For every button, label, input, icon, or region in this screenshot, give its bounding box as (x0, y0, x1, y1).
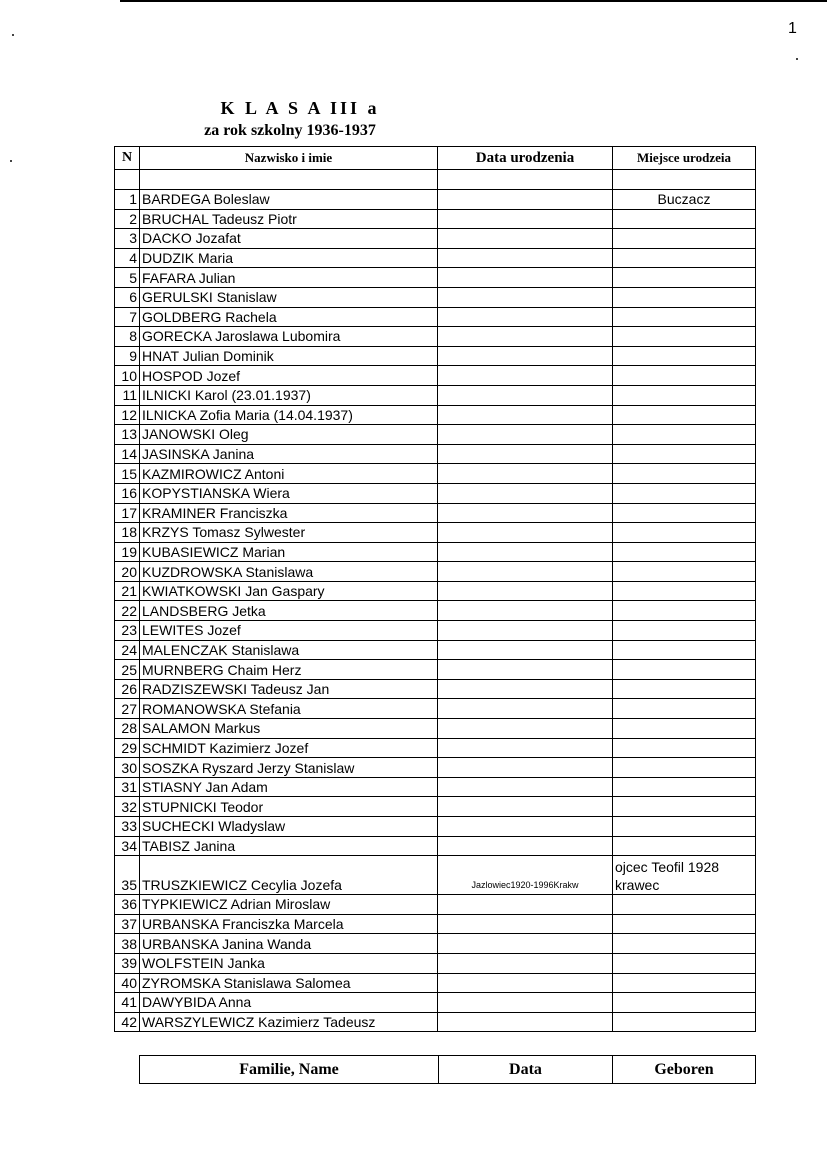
row-number: 39 (115, 953, 140, 973)
student-name: URBANSKA Franciszka Marcela (140, 914, 438, 934)
row-number: 13 (115, 425, 140, 445)
spacer-row (115, 170, 756, 190)
birth-date (438, 425, 613, 445)
birth-date (438, 229, 613, 249)
birth-date (438, 660, 613, 680)
row-number: 15 (115, 464, 140, 484)
birth-place (613, 993, 756, 1013)
row-number: 41 (115, 993, 140, 1013)
class-title: K L A S A III a (220, 98, 380, 118)
birth-date (438, 836, 613, 856)
birth-place (613, 660, 756, 680)
row-number: 32 (115, 797, 140, 817)
birth-place (613, 1012, 756, 1032)
table-row (115, 934, 756, 954)
birth-place (613, 836, 756, 856)
student-name: LEWITES Jozef (140, 621, 438, 641)
row-number: 6 (115, 287, 140, 307)
birth-place (613, 621, 756, 641)
scan-speck (12, 34, 14, 36)
birth-date (438, 346, 613, 366)
row-number: 11 (115, 385, 140, 405)
birth-date (438, 973, 613, 993)
birth-place (613, 601, 756, 621)
row-number: 16 (115, 483, 140, 503)
student-name: TABISZ Janina (140, 836, 438, 856)
birth-date (438, 523, 613, 543)
birth-date (438, 738, 613, 758)
table-row (115, 581, 756, 601)
row-number: 42 (115, 1012, 140, 1032)
birth-date (438, 464, 613, 484)
birth-date (438, 385, 613, 405)
birth-place (613, 483, 756, 503)
birth-date (438, 483, 613, 503)
birth-place (613, 777, 756, 797)
birth-place (613, 817, 756, 837)
table-row (115, 248, 756, 268)
student-name: MALENCZAK Stanislawa (140, 640, 438, 660)
student-name: ROMANOWSKA Stefania (140, 699, 438, 719)
row-number: 3 (115, 229, 140, 249)
row-number: 28 (115, 719, 140, 739)
table-row (115, 817, 756, 837)
table-row (115, 385, 756, 405)
scan-speck (796, 58, 798, 60)
student-name: KAZMIROWICZ Antoni (140, 464, 438, 484)
table-row (115, 738, 756, 758)
birth-place (613, 405, 756, 425)
table-row (115, 268, 756, 288)
table-row (115, 209, 756, 229)
birth-date (438, 817, 613, 837)
row-number: 23 (115, 621, 140, 641)
student-name: WOLFSTEIN Janka (140, 953, 438, 973)
student-name: GOLDBERG Rachela (140, 307, 438, 327)
table-row (115, 601, 756, 621)
row-number: 22 (115, 601, 140, 621)
student-name: MURNBERG Chaim Herz (140, 660, 438, 680)
birth-date (438, 248, 613, 268)
table-row (115, 993, 756, 1013)
student-name: BARDEGA Boleslaw (140, 190, 438, 210)
table-body (115, 170, 756, 1032)
birth-date (438, 190, 613, 210)
student-name: SCHMIDT Kazimierz Jozef (140, 738, 438, 758)
student-name: SUCHECKI Wladyslaw (140, 817, 438, 837)
birth-date (438, 542, 613, 562)
birth-date (438, 1012, 613, 1032)
row-number: 25 (115, 660, 140, 680)
birth-date (438, 993, 613, 1013)
birth-date (438, 914, 613, 934)
birth-date: Jazlowiec1920-1996Krakw (438, 856, 613, 895)
birth-date (438, 640, 613, 660)
student-name: KRZYS Tomasz Sylwester (140, 523, 438, 543)
student-name: ILNICKA Zofia Maria (14.04.1937) (140, 405, 438, 425)
birth-date (438, 621, 613, 641)
row-number: 38 (115, 934, 140, 954)
table-row (115, 895, 756, 915)
row-number: 27 (115, 699, 140, 719)
birth-place (613, 346, 756, 366)
student-name: FAFARA Julian (140, 268, 438, 288)
student-table (114, 146, 756, 1032)
row-number: 35 (115, 856, 140, 895)
row-number: 40 (115, 973, 140, 993)
birth-place (613, 542, 756, 562)
table-row (115, 973, 756, 993)
table-row (115, 542, 756, 562)
student-name: STUPNICKI Teodor (140, 797, 438, 817)
row-number: 8 (115, 327, 140, 347)
row-number: 2 (115, 209, 140, 229)
birth-date (438, 581, 613, 601)
birth-place (613, 934, 756, 954)
footer-born-label: Geboren (613, 1056, 756, 1084)
student-name: GORECKA Jaroslawa Lubomira (140, 327, 438, 347)
birth-date (438, 444, 613, 464)
birth-place (613, 444, 756, 464)
birth-place (613, 797, 756, 817)
student-name: DUDZIK Maria (140, 248, 438, 268)
header-birth-place: Miejsce urodzeia (613, 147, 756, 170)
row-number: 19 (115, 542, 140, 562)
row-number: 12 (115, 405, 140, 425)
table-row (115, 483, 756, 503)
student-name: KOPYSTIANSKA Wiera (140, 483, 438, 503)
table-row (115, 503, 756, 523)
student-name: BRUCHAL Tadeusz Piotr (140, 209, 438, 229)
birth-date (438, 405, 613, 425)
student-name: SALAMON Markus (140, 719, 438, 739)
student-name: URBANSKA Janina Wanda (140, 934, 438, 954)
row-number: 7 (115, 307, 140, 327)
birth-place (613, 464, 756, 484)
birth-place (613, 895, 756, 915)
birth-place (613, 287, 756, 307)
birth-place (613, 973, 756, 993)
table-row (115, 190, 756, 210)
footer-date-label: Data (439, 1056, 613, 1084)
table-row (115, 346, 756, 366)
birth-date (438, 758, 613, 778)
table-row (115, 523, 756, 543)
student-name: DAWYBIDA Anna (140, 993, 438, 1013)
scan-speck (10, 160, 12, 162)
birth-place (613, 640, 756, 660)
table-row (115, 679, 756, 699)
student-name: KUBASIEWICZ Marian (140, 542, 438, 562)
birth-place: ojcec Teofil 1928 krawec (613, 856, 756, 895)
birth-date (438, 895, 613, 915)
table-row (115, 307, 756, 327)
student-name: LANDSBERG Jetka (140, 601, 438, 621)
row-number: 37 (115, 914, 140, 934)
birth-place (613, 366, 756, 386)
birth-date (438, 268, 613, 288)
student-name: JASINSKA Janina (140, 444, 438, 464)
row-number: 29 (115, 738, 140, 758)
birth-date (438, 934, 613, 954)
birth-place (613, 523, 756, 543)
table-row (115, 777, 756, 797)
student-name: SOSZKA Ryszard Jerzy Stanislaw (140, 758, 438, 778)
student-name: KWIATKOWSKI Jan Gaspary (140, 581, 438, 601)
birth-place (613, 679, 756, 699)
birth-place (613, 503, 756, 523)
table-row (115, 405, 756, 425)
table-row (115, 699, 756, 719)
table-row (115, 229, 756, 249)
table-row (115, 444, 756, 464)
birth-date (438, 366, 613, 386)
birth-place (613, 248, 756, 268)
birth-place (613, 562, 756, 582)
student-name: ZYROMSKA Stanislawa Salomea (140, 973, 438, 993)
birth-place (613, 385, 756, 405)
student-name: RADZISZEWSKI Tadeusz Jan (140, 679, 438, 699)
birth-date (438, 719, 613, 739)
birth-date (438, 679, 613, 699)
row-number: 31 (115, 777, 140, 797)
table-row (115, 287, 756, 307)
student-name: TYPKIEWICZ Adrian Miroslaw (140, 895, 438, 915)
table-row (115, 758, 756, 778)
student-name: KUZDROWSKA Stanislawa (140, 562, 438, 582)
birth-date (438, 699, 613, 719)
student-name: HNAT Julian Dominik (140, 346, 438, 366)
birth-date (438, 503, 613, 523)
row-number: 17 (115, 503, 140, 523)
school-year-title: za rok szkolny 1936-1937 (204, 122, 376, 139)
row-number: 33 (115, 817, 140, 837)
row-number: 36 (115, 895, 140, 915)
birth-place (613, 425, 756, 445)
birth-place (613, 307, 756, 327)
birth-place (613, 719, 756, 739)
top-rule (120, 0, 827, 2)
row-number: 4 (115, 248, 140, 268)
row-number: 18 (115, 523, 140, 543)
student-name: TRUSZKIEWICZ Cecylia Jozefa (140, 856, 438, 895)
footer-name-label: Familie, Name (140, 1056, 439, 1084)
table-row (115, 719, 756, 739)
table-row (115, 856, 756, 895)
birth-date (438, 601, 613, 621)
table-row (115, 327, 756, 347)
page-number: 1 (788, 20, 797, 37)
table-row (115, 464, 756, 484)
birth-date (438, 307, 613, 327)
birth-place (613, 953, 756, 973)
birth-place (613, 758, 756, 778)
birth-date (438, 797, 613, 817)
student-name: ILNICKI Karol (23.01.1937) (140, 385, 438, 405)
table-row (115, 366, 756, 386)
row-number: 10 (115, 366, 140, 386)
birth-date (438, 287, 613, 307)
header-name: Nazwisko i imie (140, 147, 438, 170)
student-name: HOSPOD Jozef (140, 366, 438, 386)
birth-place: Buczacz (613, 190, 756, 210)
birth-date (438, 327, 613, 347)
birth-place (613, 738, 756, 758)
row-number: 34 (115, 836, 140, 856)
birth-place (613, 914, 756, 934)
birth-place (613, 229, 756, 249)
birth-date (438, 562, 613, 582)
table-row (115, 797, 756, 817)
row-number: 20 (115, 562, 140, 582)
birth-date (438, 209, 613, 229)
birth-date (438, 953, 613, 973)
table-row (115, 953, 756, 973)
birth-date (438, 777, 613, 797)
table-row (115, 660, 756, 680)
table-row (115, 1012, 756, 1032)
table-header-row (115, 147, 756, 170)
row-number: 5 (115, 268, 140, 288)
table-row (115, 836, 756, 856)
table-row (115, 914, 756, 934)
student-name: GERULSKI Stanislaw (140, 287, 438, 307)
table-row (115, 621, 756, 641)
student-name: KRAMINER Franciszka (140, 503, 438, 523)
student-name: WARSZYLEWICZ Kazimierz Tadeusz (140, 1012, 438, 1032)
student-name: DACKO Jozafat (140, 229, 438, 249)
row-number: 9 (115, 346, 140, 366)
footer-table (139, 1055, 756, 1084)
birth-place (613, 327, 756, 347)
birth-place (613, 268, 756, 288)
header-number: N (115, 147, 140, 170)
birth-place (613, 699, 756, 719)
student-name: STIASNY Jan Adam (140, 777, 438, 797)
birth-place (613, 581, 756, 601)
row-number: 21 (115, 581, 140, 601)
birth-place (613, 209, 756, 229)
table-row (115, 640, 756, 660)
row-number: 14 (115, 444, 140, 464)
table-row (115, 425, 756, 445)
row-number: 24 (115, 640, 140, 660)
table-row (115, 562, 756, 582)
row-number: 1 (115, 190, 140, 210)
header-birth-date: Data urodzenia (438, 147, 613, 170)
student-name: JANOWSKI Oleg (140, 425, 438, 445)
row-number: 26 (115, 679, 140, 699)
row-number: 30 (115, 758, 140, 778)
